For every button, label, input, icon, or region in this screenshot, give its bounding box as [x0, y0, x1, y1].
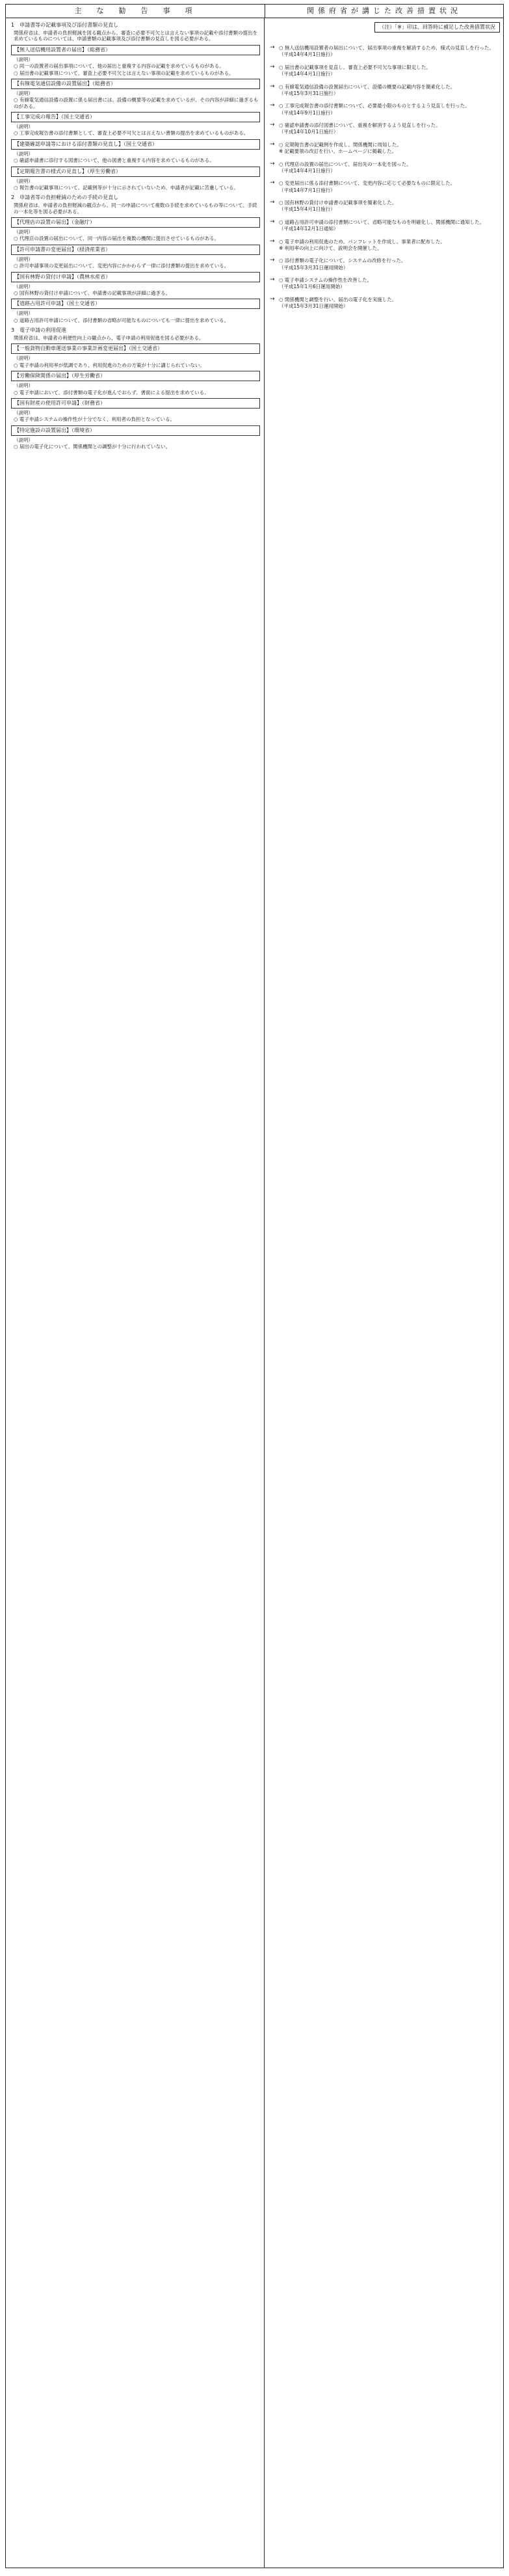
measure-line: ○ 電子申請システムの操作性を改善した。	[279, 277, 372, 283]
measure-line: （平成14年10月1日施行）	[279, 129, 339, 135]
measure-item	[270, 141, 498, 155]
item-description	[14, 382, 260, 396]
recommendation-item	[11, 139, 260, 150]
arrow-icon: →	[270, 218, 275, 225]
recommendation-item	[11, 425, 260, 436]
description-line: （説明）	[14, 178, 33, 184]
description-line: （説明）	[14, 355, 33, 362]
measure-text	[279, 141, 498, 155]
measure-item	[270, 102, 498, 116]
table-header	[5, 4, 504, 18]
recommendation-item	[11, 245, 260, 255]
description-line: （説明）	[14, 310, 33, 317]
measure-line: ○ 無人送信機用設置者の届出について、届出事項の重複を解消するため、様式の見直しを行った。	[279, 45, 494, 51]
item-description	[14, 151, 260, 164]
measure-line: （平成14年4月1日施行）	[279, 71, 335, 77]
measure-line: ○ 有線電気通信設備の設置届出について、設備の概要の記載内容を簡素化した。	[279, 83, 456, 90]
arrow-icon: →	[270, 257, 275, 264]
recommendation-item	[11, 112, 260, 122]
arrow-icon: →	[270, 199, 275, 206]
description-line: （説明）	[14, 150, 33, 157]
recommendation-item	[11, 299, 260, 309]
recommendation-item	[11, 398, 260, 409]
recommendation-item	[11, 343, 260, 354]
description-line: （説明）	[14, 256, 33, 262]
description-line: ○ 同一の設置者の届出事項について、他の届出と重複する内容の記載を求めているものがある。	[14, 63, 224, 70]
measure-item	[270, 238, 498, 252]
measure-line: （平成15年1月6日運用開始）	[279, 284, 345, 290]
measure-text	[279, 180, 498, 194]
measure-item	[270, 257, 498, 271]
measure-line: ○ 代理店の設置の届出について、届出先の一本化を図った。	[279, 161, 411, 167]
recommendation-item	[11, 167, 260, 177]
recommendation-section	[11, 195, 260, 323]
header-left: 主 な 勧 告 事 項	[6, 5, 265, 18]
item-heading: 【一般貨物自動車運送事業の事業計画変更届出】（国土交通省）	[14, 345, 163, 352]
item-description	[14, 437, 260, 450]
item-description	[14, 410, 260, 423]
item-description	[14, 229, 260, 242]
item-heading: 【有線電気通信設備の設置届出】（総務省）	[14, 80, 116, 87]
recommendation-item	[11, 79, 260, 89]
description-line: （説明）	[14, 409, 33, 416]
measure-line: ○ 届出書の記載事項を見直し、審査上必要不可欠な事項に限定した。	[279, 64, 431, 70]
measure-line: （平成14年9月1日施行）	[279, 109, 335, 116]
arrow-icon: →	[270, 295, 275, 302]
arrow-icon: →	[270, 122, 275, 128]
measure-line: ○ 確認申請書の添付図書について、重複を解消するよう見直しを行った。	[279, 122, 441, 128]
arrow-icon: →	[270, 83, 275, 90]
description-line: （説明）	[14, 90, 33, 96]
measure-text	[279, 296, 498, 310]
measure-line: （平成14年4月1日施行）	[279, 167, 335, 174]
item-heading: 【定期報告書の様式の見直し】（厚生労働省）	[14, 168, 121, 174]
item-heading: 【工事完成の報告】（国土交通省）	[14, 114, 95, 120]
item-description	[14, 57, 260, 76]
arrow-icon: →	[270, 102, 275, 109]
measures-column	[265, 18, 503, 2568]
description-line: （説明）	[14, 436, 33, 443]
item-heading: 【無人送信機用設置者の届出】（総務省）	[14, 46, 111, 53]
measure-item	[270, 199, 498, 213]
recommendation-section	[11, 327, 260, 449]
measure-item	[270, 64, 498, 78]
item-description	[14, 256, 260, 269]
description-line: ○ 電子申請の利用率が低調であり、利用促進のための方策が十分に講じられていない。	[14, 362, 205, 368]
item-description	[14, 124, 260, 137]
arrow-icon: →	[270, 180, 275, 187]
measure-line: ○ 定期報告書の記載例を作成し、関係機関に周知した。	[279, 141, 402, 148]
arrow-icon: →	[270, 63, 275, 70]
description-line: ○ 電子申請システムの操作性が十分でなく、利用者の負担となっている。	[14, 416, 176, 423]
measure-item	[270, 122, 498, 136]
legend-note: （注）「※」印は、回答時に補足した改善措置状況	[374, 22, 500, 33]
measure-line: ○ 工事完成報告書の添付書類について、必要最小限のものとするよう見直しを行った。	[279, 103, 470, 109]
measure-item	[270, 180, 498, 194]
section-title: 3 電子申請の利用促進	[11, 327, 67, 333]
section-intro: 関係府省は、申請者の負担軽減の観点から、同一の申請について複数の手続を求めているもの等について、手続の一本化等を図る必要がある。	[14, 202, 257, 215]
measure-line: （平成15年3月31日施行）	[279, 90, 339, 96]
section-intro: 関係府省は、申請者の利便性向上の観点から、電子申請の利用促進を図る必要がある。	[14, 335, 204, 341]
measure-line: ○ 道路占用許可申請の添付書類について、省略可能なものを明確化し、関係機関に通知した。	[279, 219, 485, 225]
item-description	[14, 90, 260, 109]
recommendation-item	[11, 371, 260, 381]
description-line: ○ 有線電気通信設備の設置に係る届出書には、設備の概要等の記載を求めているが、その内容が詳細に過ぎるものがある。	[14, 97, 259, 109]
arrow-icon: →	[270, 237, 275, 245]
measure-line: （平成14年4月1日施行）	[279, 51, 335, 58]
measure-text	[279, 257, 498, 271]
item-description	[14, 178, 260, 191]
section-title: 1 申請書等の記載事項及び添付書類の見直し	[11, 22, 119, 28]
description-line: ○ 確認申請書に添付する図書について、他の図書と重複する内容を求めているものがある。	[14, 157, 215, 164]
description-line: （説明）	[14, 56, 33, 62]
measure-text	[279, 276, 498, 291]
measure-text	[279, 219, 498, 233]
measure-line: （平成14年12月1日通知）	[279, 226, 339, 232]
arrow-icon: →	[270, 160, 275, 167]
description-line: ○ 電子申請において、添付書類の電子化が進んでおらず、書面による提出を求めている。	[14, 389, 209, 396]
description-line: ○ 届出の電子化について、関係機関との調整が十分に行われていない。	[14, 444, 171, 449]
description-line: （説明）	[14, 124, 33, 129]
measure-line: ○ 電子申請の利用促進のため、パンフレットを作成し、事業者に配布した。	[279, 238, 445, 245]
content-table	[5, 18, 504, 2568]
recommendation-section	[11, 22, 260, 191]
measure-text	[279, 122, 498, 136]
measure-item	[270, 296, 498, 310]
measure-line: （平成15年3月31日運用開始）	[279, 264, 348, 271]
measure-text	[279, 238, 498, 252]
description-line: （説明）	[14, 229, 33, 235]
measure-item	[270, 219, 498, 233]
recommendations-column	[6, 18, 265, 2568]
measure-line: （平成15年4月1日施行）	[279, 206, 335, 213]
description-line: ○ 道路占用許可申請について、添付書類の省略が可能なものについても一律に提出を求めている。	[14, 317, 229, 323]
description-line: （説明）	[14, 382, 33, 389]
item-heading: 【代理店の設置の届出】（金融庁）	[14, 219, 95, 225]
item-heading: 【道路占用許可申請】（国土交通省）	[14, 301, 100, 307]
measure-text	[279, 44, 498, 59]
measure-line: （平成15年3月31日運用開始）	[279, 303, 348, 310]
measure-line: ※ 利用率の向上に向けて、説明会を開催した。	[279, 245, 382, 251]
description-line: ○ 国有林野の貸付け申請について、申請書の記載事項が詳細に過ぎる。	[14, 289, 171, 296]
item-heading: 【特定施設の設置届出】（環境省）	[14, 427, 95, 433]
description-line: （説明）	[14, 283, 33, 289]
measure-line: ※ 記載要領の改訂を行い、ホームページに掲載した。	[279, 148, 397, 155]
measure-text	[279, 64, 498, 78]
description-line: ○ 届出書の記載事項について、審査上必要不可欠とは言えない事項の記載を求めているものがある。	[14, 70, 234, 76]
arrow-icon: →	[270, 276, 275, 283]
measure-text	[279, 102, 498, 116]
measure-text	[279, 199, 498, 213]
description-line: ○ 報告書の記載事項について、記載例等が十分に示されていないため、申請者が記載に苦慮している。	[14, 184, 239, 191]
section-title: 2 申請者等の負担軽減のための手続の見直し	[11, 195, 119, 201]
item-description	[14, 355, 260, 368]
item-description	[14, 284, 260, 297]
measure-item	[270, 44, 498, 59]
section-intro: 関係府省は、申請者の負担軽減を図る観点から、審査に必要不可欠とは言えない事項の記載や添付書類の提出を求めているものについては、申請書類の記載事項及び添付書類の見直しを図る必要がある。	[14, 30, 257, 42]
description-line: ○ 工事完成報告書の添付書類として、審査上必要不可欠とは言えない書類の提出を求めているものがある。	[14, 130, 249, 137]
measure-item	[270, 83, 498, 98]
description-line: ○ 許可申請事項の変更届出について、変更内容にかかわらず一律に添付書類の提出を求めている。	[14, 263, 229, 269]
item-heading: 【許可申請書の変更届出】（経済産業省）	[14, 246, 111, 252]
measure-text	[279, 161, 498, 175]
recommendation-item	[11, 217, 260, 228]
arrow-icon: →	[270, 141, 275, 148]
item-heading: 【国有財産の使用許可申請】（財務省）	[14, 399, 105, 406]
measure-line: ○ 国有林野の貸付け申請書の記載事項を簡素化した。	[279, 200, 397, 206]
item-heading: 【建築確認申請等における添付書類の見直し】（国土交通省）	[14, 141, 157, 147]
measure-line: ○ 変更届出に係る添付書類について、変更内容に応じて必要なものに限定した。	[279, 180, 456, 187]
recommendation-item	[11, 272, 260, 282]
item-heading: 【国有林野の貸付け申請】（農林水産省）	[14, 273, 111, 280]
item-description	[14, 310, 260, 323]
measure-item	[270, 161, 498, 175]
measure-text	[279, 83, 498, 98]
measure-item	[270, 276, 498, 291]
arrow-icon: →	[270, 44, 275, 51]
description-line: ○ 代理店の設置の届出について、同一内容の届出を複数の機関に提出させているものがある。	[14, 235, 220, 242]
header-right: 関係府省が講じた改善措置状況	[307, 7, 462, 16]
recommendation-item	[11, 45, 260, 55]
measure-line: ○ 関係機関と調整を行い、届出の電子化を実施した。	[279, 296, 397, 302]
measure-line: ○ 添付書類の電子化について、システムの改修を行った。	[279, 258, 406, 264]
item-heading: 【労働保険関係の届出】（厚生労働省）	[14, 373, 105, 379]
measure-line: （平成14年7月1日施行）	[279, 187, 335, 193]
